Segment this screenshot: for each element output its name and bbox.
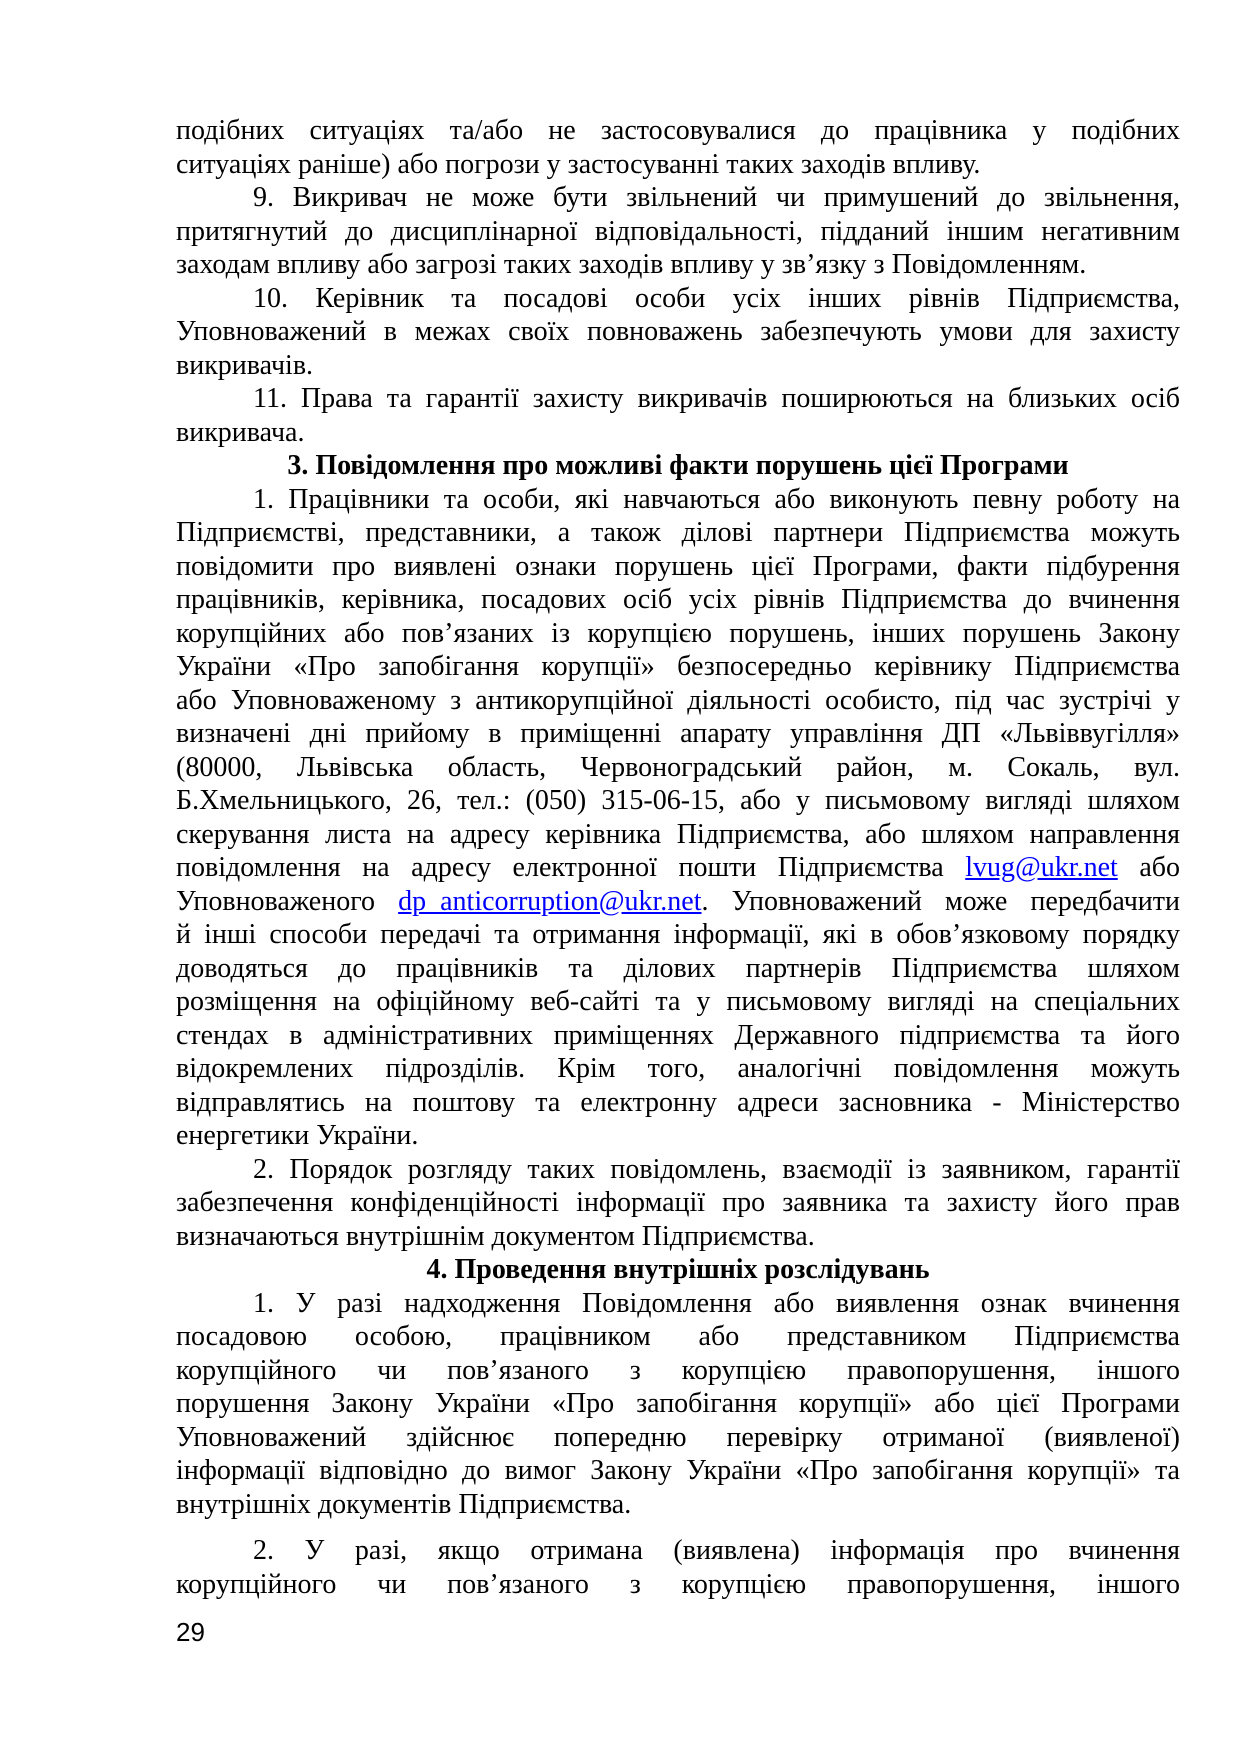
email-link[interactable]: lvug@ukr.net bbox=[965, 852, 1118, 883]
text-line: визначені дні прийому в приміщенні апарату управління ДП «Львіввугілля» bbox=[176, 718, 1180, 749]
text-line: енергетики України. bbox=[176, 1120, 419, 1151]
document-content bbox=[176, 114, 1180, 1601]
text-line: корупційного чи пов’язаного з корупцією правопорушення, іншого bbox=[176, 1568, 1180, 1600]
section-heading: 3. Повідомлення про можливі факти порушень цієї Програми bbox=[287, 450, 1069, 481]
text-line bbox=[176, 851, 1180, 885]
text-line: 1. Працівники та особи, які навчаються або виконують певну роботу на bbox=[253, 483, 1180, 515]
text-line: скерування листа на адресу керівника Підприємства, або шляхом направлення bbox=[176, 818, 1180, 850]
text-line: корупційних або пов’язаних із корупцією порушень, інших порушень Закону bbox=[176, 617, 1180, 649]
text-line: Підприємстві, представники, а також ділові партнери Підприємства можуть bbox=[176, 517, 1180, 548]
text-line: визначаються внутрішнім документом Підприємства. bbox=[176, 1220, 815, 1252]
text-line: внутрішніх документів Підприємства. bbox=[176, 1488, 632, 1520]
text-segment: повідомлення на адресу електронної пошти Підприємства bbox=[176, 852, 966, 883]
text-line: розміщення на офіційному веб-сайті та у письмовому вигляді на спеціальних bbox=[176, 986, 1180, 1017]
text-line: корупційного чи пов’язаного з корупцією правопорушення, іншого bbox=[176, 1354, 1180, 1386]
text-line: викривачів. bbox=[176, 349, 314, 381]
text-line: відокремлених підрозділів. Крім того, аналогічні повідомлення можуть bbox=[176, 1053, 1180, 1084]
email-link[interactable]: dp_anticorruption@ukr.net bbox=[398, 885, 702, 917]
text-line: й інші способи передачі та отримання інформації, які в обов’язковому порядку bbox=[176, 919, 1180, 950]
text-line bbox=[176, 885, 1180, 919]
text-line: повідомити про виявлені ознаки порушень цієї Програми, факти підбурення bbox=[176, 550, 1180, 582]
text-line: посадовою особою, працівником або представником Підприємства bbox=[176, 1321, 1180, 1352]
text-line: Уповноважений в межах своїх повноважень забезпечують умови для захисту bbox=[176, 316, 1180, 347]
text-line: доводяться до працівників та ділових партнерів Підприємства шляхом bbox=[176, 952, 1180, 984]
text-line: стендах в адміністративних приміщеннях Державного підприємства та його bbox=[176, 1019, 1180, 1051]
text-line: інформації відповідно до вимог Закону України «Про запобігання корупції» та bbox=[176, 1455, 1180, 1486]
text-line: порушення Закону України «Про запобігання корупції» або цієї Програми bbox=[176, 1388, 1180, 1419]
text-line: працівників, керівника, посадових осіб усіх рівнів Підприємства до вчинення bbox=[176, 584, 1180, 615]
text-line: 2. Порядок розгляду таких повідомлень, взаємодії із заявником, гарантії bbox=[253, 1153, 1180, 1185]
text-line: або Уповноваженому з антикорупційної діяльності особисто, під час зустрічі у bbox=[176, 684, 1180, 716]
text-line: 11. Права та гарантії захисту викривачів поширюються на близьких осіб bbox=[253, 383, 1180, 414]
text-line: 9. Викривач не може бути звільнений чи примушений до звільнення, bbox=[253, 182, 1180, 213]
text-line: (80000, Львівська область, Червоноградський район, м. Сокаль, вул. bbox=[176, 751, 1180, 783]
text-line: Б.Хмельницького, 26, тел.: (050) 315-06-15, або у письмовому вигляді шляхом bbox=[176, 785, 1180, 816]
text-line: притягнутий до дисциплінарної відповідальності, підданий іншим негативним bbox=[176, 215, 1180, 247]
text-line: заходам впливу або загрозі таких заходів впливу у зв’язку з Повідомленням. bbox=[176, 249, 1087, 280]
text-line: забезпечення конфіденційності інформації про заявника та захисту його прав bbox=[176, 1187, 1180, 1218]
page-number: 29 bbox=[176, 1617, 205, 1647]
text-line: 1. У разі надходження Повідомлення або виявлення ознак вчинення bbox=[253, 1287, 1180, 1319]
text-segment: Уповноваженого bbox=[176, 885, 399, 917]
text-line: викривача. bbox=[176, 416, 305, 448]
text-segment: або bbox=[1117, 852, 1180, 883]
text-line: відправлятись на поштову та електронну адреси засновника - Міністерство bbox=[176, 1086, 1180, 1118]
text-segment: . Уповноважений може передбачити bbox=[701, 885, 1180, 917]
text-line: подібних ситуаціях та/або не застосовувалися до працівника у подібних bbox=[176, 115, 1180, 146]
text-line: 2. У разі, якщо отримана (виявлена) інформація про вчинення bbox=[253, 1535, 1180, 1566]
text-line: Уповноважений здійснює попередню перевірку отриманої (виявленої) bbox=[176, 1421, 1180, 1453]
section-heading: 4. Проведення внутрішніх розслідувань bbox=[426, 1254, 930, 1285]
text-line: ситуаціях раніше) або погрози у застосуванні таких заходів впливу. bbox=[176, 148, 981, 180]
text-line: України «Про запобігання корупції» безпосередньо керівнику Підприємства bbox=[176, 651, 1180, 682]
text-line: 10. Керівник та посадові особи усіх інших рівнів Підприємства, bbox=[253, 282, 1180, 314]
